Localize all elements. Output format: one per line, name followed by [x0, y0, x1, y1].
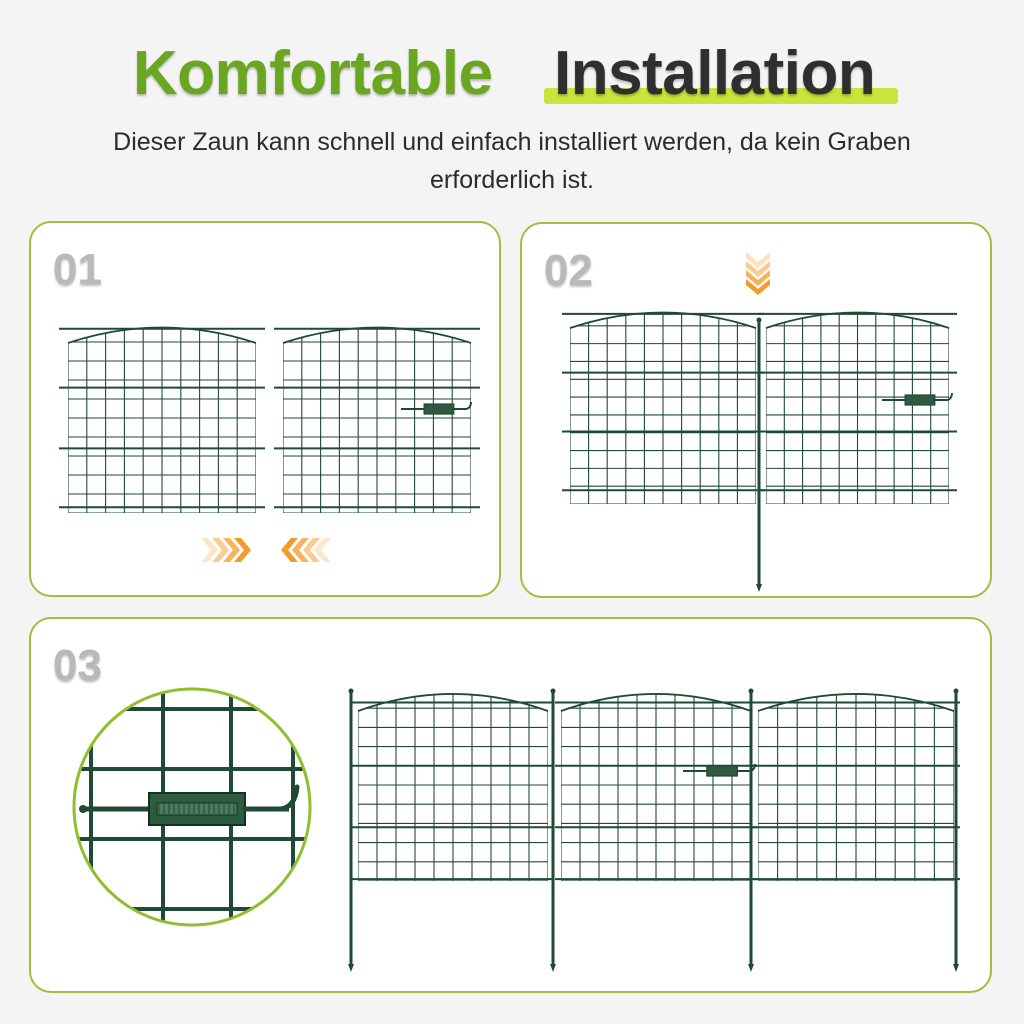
page-header — [0, 30, 1024, 110]
step3-illustration — [31, 619, 994, 995]
connector-clip — [401, 402, 471, 414]
step1-illustration — [31, 223, 503, 599]
post-2 — [550, 689, 556, 973]
subtitle: Dieser Zaun kann schnell und einfach installiert werden, da kein Graben erforderlich ist. — [113, 128, 911, 194]
chevron-right-icon — [201, 538, 251, 562]
fence-mesh — [358, 631, 548, 881]
fence-mesh — [758, 631, 954, 881]
title-installation-wrap — [544, 38, 875, 109]
center-post — [756, 318, 762, 593]
chevron-left-icon — [281, 538, 331, 562]
title-installation: Installation — [554, 39, 876, 108]
post-1 — [348, 689, 354, 973]
title-komfortable: Komfortable — [133, 39, 493, 108]
fence-panel — [752, 631, 960, 881]
fence-panel — [555, 631, 757, 881]
fence-mesh — [561, 631, 751, 881]
fence-panel — [352, 631, 554, 881]
fence-panel — [562, 255, 764, 504]
connector-clip — [882, 393, 952, 405]
fence-panel — [758, 255, 957, 504]
fence-mesh — [283, 266, 471, 513]
magnified-connector — [61, 679, 331, 939]
step-panel-3 — [29, 617, 992, 993]
chevron-down-icon — [746, 252, 770, 295]
fence-mesh — [766, 255, 949, 504]
step2-illustration — [522, 224, 994, 600]
step-panel-1 — [29, 221, 501, 597]
step-panel-2 — [520, 222, 992, 598]
post-3 — [748, 689, 754, 973]
fence-panel — [274, 266, 480, 513]
step-number-2: 02 — [544, 246, 593, 295]
fence-mesh — [570, 255, 756, 504]
step-number-3: 03 — [53, 641, 102, 690]
step-number-1: 01 — [53, 245, 102, 294]
fence-mesh — [68, 266, 256, 513]
fence-panel — [59, 266, 265, 513]
